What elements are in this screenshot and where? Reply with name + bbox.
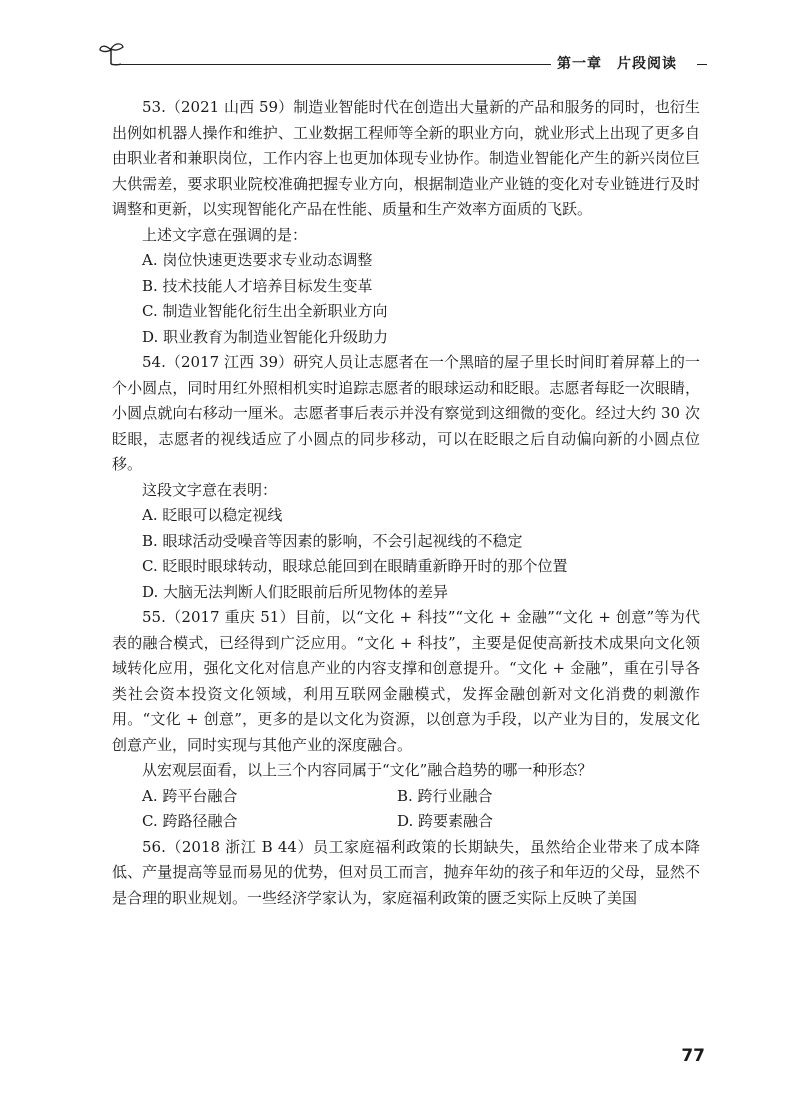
- header-rule-right: [697, 64, 707, 65]
- option-c: C. 眨眼时眼球转动，眼球总能回到在眼睛重新睁开时的那个位置: [142, 557, 568, 575]
- option-c: C. 跨路径融合: [142, 812, 238, 830]
- question-stem: 从宏观层面看，以上三个内容同属于“文化”融合趋势的哪一种形态？: [142, 761, 593, 779]
- question-stem: 这段文字意在表明：: [142, 480, 278, 499]
- option-a: A. 岗位快速更迭要求专业动态调整: [142, 251, 373, 269]
- option-b: B. 眼球活动受噪音等因素的影响，不会引起视线的不稳定: [142, 531, 523, 550]
- option-b: B. 技术技能人才培养目标发生变革: [142, 276, 373, 295]
- option-c: C. 制造业智能化衍生出全新职业方向: [142, 302, 388, 320]
- header-rule-left: [119, 64, 551, 65]
- question-text: 53.（2021 山西 59）制造业智能时代在创造出大量新的产品和服务的同时，也衍生出例如机器人操作和维护、工业数据工程师等全新的职业方向，就业形式上出现了更多自由职业者和兼职岗位，工作内容上也更加体现专业协作。制造业智能化产生的新兴岗位巨大供需差，要求职业院校准确把握专业方向，根据制造业产业链的变化对专业链进行及时调整和更新，以实现智能化产品在性能、质量和生产效率方面质的飞跃。: [112, 98, 700, 218]
- option-d: D. 职业教育为制造业智能化升级助力: [142, 327, 389, 346]
- option-a: A. 跨平台融合: [142, 786, 238, 805]
- chapter-title: 第一章 片段阅读: [557, 56, 677, 72]
- option-row: [112, 784, 700, 810]
- sprout-icon: [97, 40, 127, 66]
- page-number: 77: [681, 1046, 705, 1066]
- running-header: [105, 40, 705, 70]
- question-55: [112, 605, 700, 835]
- question-56: [112, 835, 700, 912]
- option-b: B. 跨行业融合: [397, 786, 493, 805]
- question-54: [112, 350, 700, 605]
- option-a: A. 眨眼可以稳定视线: [142, 506, 283, 524]
- question-stem: 上述文字意在强调的是：: [142, 225, 308, 244]
- option-d: D. 跨要素融合: [397, 812, 494, 830]
- question-text: 56.（2018 浙江 B 44）员工家庭福利政策的长期缺失，虽然给企业带来了成本降低、产量提高等显而易见的优势，但对员工而言，抛弃年幼的孩子和年迈的父母，显然不是合理的职业规划。一些经济学家认为，家庭福利政策的匮乏实际上反映了美国: [112, 837, 700, 907]
- option-d: D. 大脑无法判断人们眨眼前后所见物体的差异: [142, 582, 449, 601]
- question-text: 54.（2017 江西 39）研究人员让志愿者在一个黑暗的屋子里长时间盯着屏幕上的一个小圆点，同时用红外照相机实时追踪志愿者的眼球运动和眨眼。志愿者每眨一次眼睛，小圆点就向右移动一厘米。志愿者事后表示并没有察觉到这细微的变化。经过大约 30 次眨眼，志愿者的视线适应了小圆点的同步移动，可以在眨眼之后自动偏向新的小圆点位移。: [112, 353, 700, 473]
- question-53: [112, 95, 700, 350]
- option-row: [112, 809, 700, 835]
- page-content: [112, 95, 700, 911]
- question-text: 55.（2017 重庆 51）目前，以“文化 + 科技”“文化 + 金融”“文化 + 创意”等为代表的融合模式，已经得到广泛应用。“文化 + 科技”，主要是促使高新技术成果向文化领域转化应用，强化文化对信息产业的内容支撑和创意提升。“文化 + 金融”，重在引导各类社会资本投资文化领域，利用互联网金融模式，发挥金融创新对文化消费的刺激作用。“文化 + 创意”，更多的是以文化为资源，以创意为手段，以产业为目的，发展文化创意产业，同时实现与其他产业的深度融合。: [112, 608, 700, 754]
